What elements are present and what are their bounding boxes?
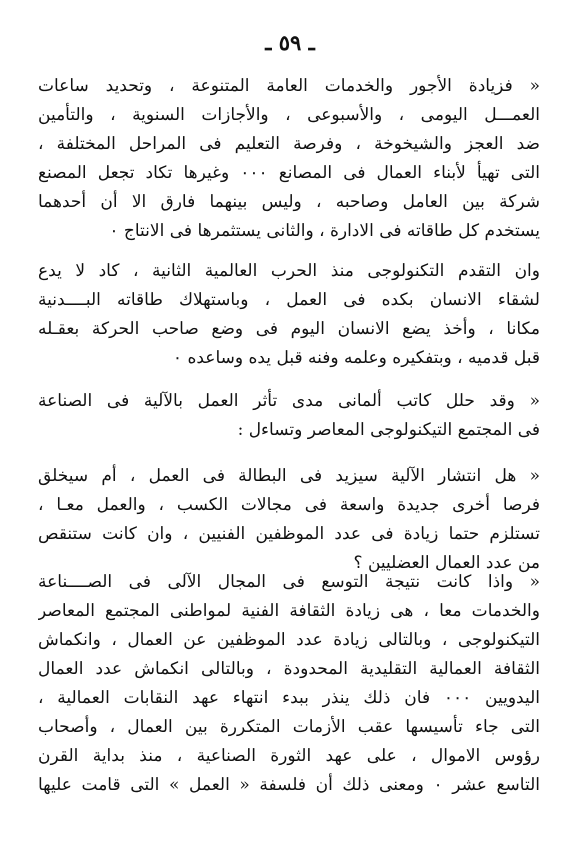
text-line: « هل انتشار الآلية سيزيد فى البطالة فى العمل ، أم سيخلق [38, 466, 540, 486]
text-line: يستخدم كل طاقاته فى الادارة ، والثانى يستثمرها فى الانتاج ٠ [109, 221, 540, 241]
text-line: العمـــل اليومى ، والأسبوعى ، والأجازات السنوية ، والتأمين [38, 105, 540, 125]
text-line: التاسع عشر ٠ ومعنى ذلك أن فلسفة « العمل » التى قامت عليها [38, 775, 540, 795]
text-line: الثقافة العمالية التقليدية المحدودة ، وبالتالى انكماش عدد العمال [38, 659, 540, 679]
text-line: رؤوس الاموال ، على عهد الثورة الصناعية ، منذ بداية القرن [38, 746, 540, 766]
text-line: شركة بين العامل وصاحبه ، وليس بينهما فارق الا أن أحدهما [38, 192, 540, 212]
text-line: اليدويين ٠٠٠ فان ذلك ينذر ببدء انتهاء عهد النقابات العمالية ، [38, 688, 540, 708]
paragraph-german-writer [38, 387, 540, 445]
text-line: ضد العجز والشيخوخة ، وفرصة التعليم فى المراحل المختلفة ، [38, 134, 540, 154]
text-line: من عدد العمال العضليين ؟ [353, 553, 540, 573]
text-line: تستلزم حتما زيادة فى عدد الموظفين الفنيين ، وان كانت ستنقص [38, 524, 540, 544]
text-line: التى تهيأ لأبناء العمال فى المصانع ٠٠٠ وغيرها تكاد تجعل المصنع [38, 163, 540, 183]
text-line: فى المجتمع التيكنولوجى المعاصر وتساءل : [237, 420, 540, 440]
paragraph-technological-progress [38, 257, 540, 373]
paragraph-unemployment-question [38, 462, 540, 578]
text-line: « واذا كانت نتيجة التوسع فى المجال الآلى فى الصــــناعة [38, 572, 540, 592]
text-line: لشقاء الانسان بكده فى العمل ، وباستهلاك طاقاته البــــدنية [38, 290, 540, 310]
text-line: التى جاء تأسيسها عقب الأزمات المتكررة بين العمال ، وأصحاب [38, 717, 540, 737]
paragraph-automation-unions [38, 568, 540, 800]
text-line: مكانا ، وأخذ يضع الانسان اليوم فى وضع صاحب الحركة بعقـله [38, 319, 540, 339]
text-line: والخدمات معا ، هى زيادة الثقافة الفنية لمواطنى المجتمع المعاصر [38, 601, 540, 621]
text-line: « وقد حلل كاتب ألمانى مدى تأثر العمل بالآلية فى الصناعة [38, 391, 540, 411]
text-line: فرصا أخرى جديدة واسعة فى مجالات الكسب ، والعمل معـا ، [38, 495, 540, 515]
paragraph-wages-services [38, 72, 540, 246]
text-line: التيكنولوجى ، وبالتالى زيادة عدد الموظفين عن العمال ، وانكماش [38, 630, 540, 650]
text-line: قبل قدميه ، وبتفكيره وعلمه وفنه قبل يده وساعده ٠ [172, 348, 540, 368]
page-number: ـ ٥٩ ـ [265, 30, 315, 55]
text-line: وان التقدم التكنولوجى منذ الحرب العالمية الثانية ، كاد لا يدع [38, 261, 540, 281]
text-line: « فزيادة الأجور والخدمات العامة المتنوعة ، وتحديد ساعات [38, 76, 540, 96]
